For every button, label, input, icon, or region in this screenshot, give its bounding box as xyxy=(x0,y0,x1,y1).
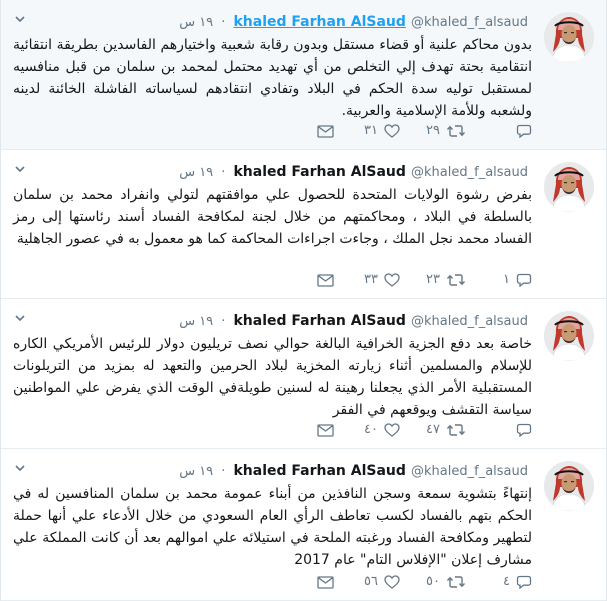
reply-icon xyxy=(516,124,532,138)
tweet[interactable] xyxy=(1,0,606,150)
user-name[interactable]: khaled Farhan AlSaud xyxy=(233,14,406,30)
heart-icon xyxy=(384,124,400,138)
timestamp[interactable]: ١٩ س xyxy=(179,165,214,180)
user-handle[interactable]: @khaled_f_alsaud xyxy=(411,165,528,180)
tweet-text: بفرض رشوة الولايات المتحدة للحصول علي موافقتهم لتولي وانفراد محمد بن سلمان بالسلطة في البلاد ، ومحاكمتهم من خلال لجنة لمكافحة الفساد أسند رئاستها إلى رمز الفساد محمد نجل الملك ، وجاءت اجراءات المحاكمة كما هو معمول به في عصور الجاهلية xyxy=(13,187,532,247)
retweet-count: ٢٣ xyxy=(426,272,440,287)
retweet-button[interactable] xyxy=(400,123,466,139)
avatar[interactable] xyxy=(544,162,594,212)
tweet-header xyxy=(41,11,532,33)
direct-message-button[interactable] xyxy=(268,424,334,437)
reply-button[interactable] xyxy=(466,574,532,590)
reply-count: ١ xyxy=(503,272,510,287)
timestamp[interactable]: ١٩ س xyxy=(179,314,214,329)
separator-dot: · xyxy=(221,314,226,329)
retweet-count: ٥٠ xyxy=(426,574,440,589)
user-handle[interactable]: @khaled_f_alsaud xyxy=(411,15,528,30)
tweet-text: إنتهاءً بتشوية سمعة وسجن النافذين من أبناء عمومة محمد بن سلمان المنافسين له في الحكم بتهم بالفساد لكسب تعاطف الرأي العام السعودي من خلال الأدعاء علي أنها حملة لتطهير ومكافحة الفساد ورغبته الملحة في استيلائه علي اموالهم بعد أن كانت المملكة علي مشارف إعلان "الإفلاس التام" عام 2017 xyxy=(13,486,532,568)
reply-icon xyxy=(516,575,532,589)
tweet-text: بدون محاكم علنية أو قضاء مستقل وبدون رقابة شعبية واختيارهم الفاسدين بطريقة انتقائية انتقامية بحتة تهدف إلي التخلص من أي تهديد محتمل لمحمد بن سلمان من قبل منافسيه لمستقبل توليه سدة الحكم في البلاد وتفادي انتقادهم لسياساته الفاشلة الخائنة لدينه ولشعبه وللأمة الإسلامية والعربية. xyxy=(13,37,532,119)
tweet-actions xyxy=(268,272,532,288)
retweet-count: ٢٩ xyxy=(426,123,440,138)
reply-count: ٤ xyxy=(503,574,510,589)
like-count: ٥٦ xyxy=(364,574,378,589)
tweet[interactable] xyxy=(1,299,606,449)
retweet-icon xyxy=(446,124,466,138)
tweet-actions xyxy=(268,574,532,590)
retweet-icon xyxy=(446,575,466,589)
direct-message-button[interactable] xyxy=(268,576,334,589)
separator-dot: · xyxy=(221,464,226,479)
like-count: ٤٠ xyxy=(364,422,378,437)
separator-dot: · xyxy=(221,165,226,180)
reply-button[interactable] xyxy=(466,272,532,288)
tweet[interactable] xyxy=(1,449,606,601)
heart-icon xyxy=(384,575,400,589)
chevron-down-icon[interactable] xyxy=(13,311,27,325)
tweet-actions xyxy=(268,422,532,438)
avatar[interactable] xyxy=(544,311,594,361)
reply-icon xyxy=(516,423,532,437)
retweet-icon xyxy=(446,423,466,437)
tweet-header xyxy=(41,310,532,332)
user-name[interactable]: khaled Farhan AlSaud xyxy=(233,313,406,329)
retweet-button[interactable] xyxy=(400,422,466,438)
chevron-down-icon[interactable] xyxy=(13,461,27,475)
like-count: ٣٣ xyxy=(364,272,378,287)
envelope-icon xyxy=(317,424,334,437)
tweet-text: خاصة بعد دفع الجزية الخرافية البالغة حوالي نصف تريليون دولار للرئيس الأمريكي الكاره للإسلام والمسلمين أثناء زيارته المخزية لبلاد الحرمين والتعهد له بمزيد من التريلونات المستقبلية الأمر الذي يجعلنا رهينة له لسنين طويلةفي الوقت الذي يفرض علي المواطنين سياسة التقشف ويوقعهم في الفقر xyxy=(13,336,532,418)
retweet-count: ٤٧ xyxy=(426,422,440,437)
separator-dot: · xyxy=(221,15,226,30)
user-handle[interactable]: @khaled_f_alsaud xyxy=(411,464,528,479)
direct-message-button[interactable] xyxy=(268,274,334,287)
avatar[interactable] xyxy=(544,461,594,511)
user-name[interactable]: khaled Farhan AlSaud xyxy=(233,164,406,180)
direct-message-button[interactable] xyxy=(268,125,334,138)
avatar[interactable] xyxy=(544,12,594,62)
reply-button[interactable] xyxy=(466,423,532,437)
tweet-actions xyxy=(268,123,532,139)
retweet-button[interactable] xyxy=(400,272,466,288)
heart-icon xyxy=(384,423,400,437)
envelope-icon xyxy=(317,576,334,589)
tweet-header xyxy=(41,161,532,183)
heart-icon xyxy=(384,273,400,287)
chevron-down-icon[interactable] xyxy=(13,162,27,176)
reply-button[interactable] xyxy=(466,124,532,138)
retweet-button[interactable] xyxy=(400,574,466,590)
like-count: ٣١ xyxy=(364,123,378,138)
user-handle[interactable]: @khaled_f_alsaud xyxy=(411,314,528,329)
user-name[interactable]: khaled Farhan AlSaud xyxy=(233,463,406,479)
tweet-header xyxy=(41,460,532,482)
envelope-icon xyxy=(317,274,334,287)
like-button[interactable] xyxy=(334,422,400,438)
reply-icon xyxy=(516,273,532,287)
envelope-icon xyxy=(317,125,334,138)
chevron-down-icon[interactable] xyxy=(13,12,27,26)
tweet[interactable] xyxy=(1,150,606,299)
timestamp[interactable]: ١٩ س xyxy=(179,15,214,30)
like-button[interactable] xyxy=(334,574,400,590)
timestamp[interactable]: ١٩ س xyxy=(179,464,214,479)
retweet-icon xyxy=(446,273,466,287)
like-button[interactable] xyxy=(334,123,400,139)
like-button[interactable] xyxy=(334,272,400,288)
